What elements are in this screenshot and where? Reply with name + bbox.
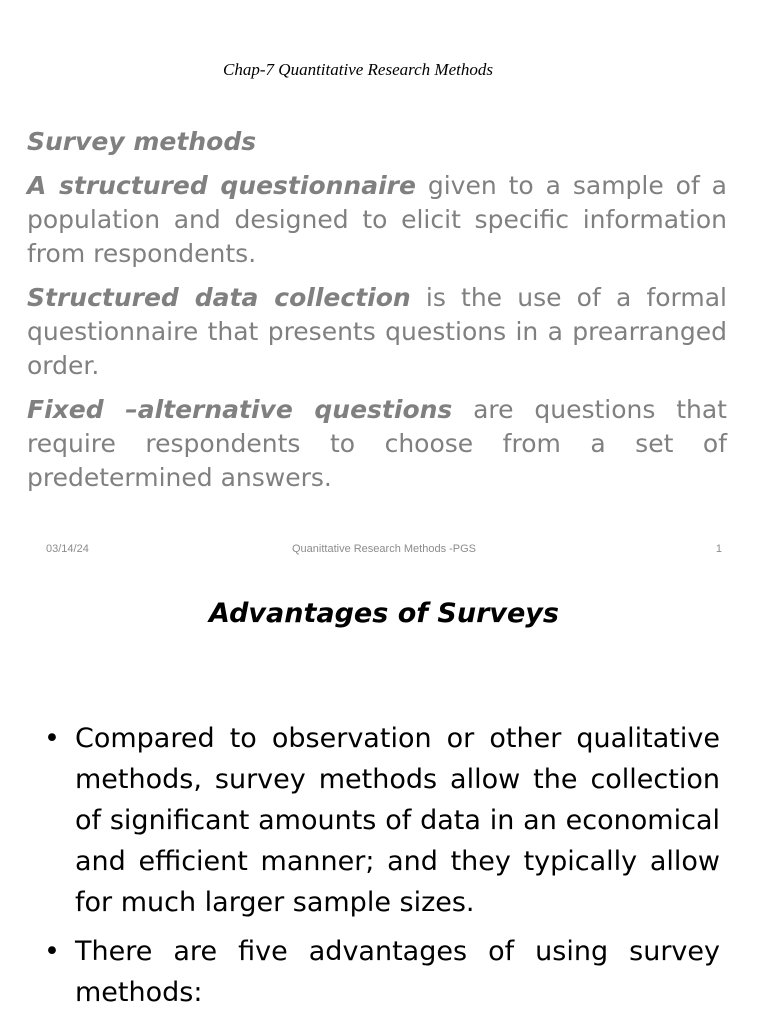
definition-structured-data-collection: is the use of a formal questionnaire that presents questions in a prearranged order. <box>27 283 727 380</box>
bullet-text: Compared to observation or other qualitative methods, survey methods allow the collection of significant amounts of data in an economical and efficient manner; and they typically allow for much larger sample sizes. <box>75 723 720 918</box>
term-fixed-alternative-questions: Fixed –alternative questions <box>27 395 453 424</box>
slide-survey-methods <box>27 125 727 505</box>
term-structured-questionnaire: A structured questionnaire <box>27 171 416 200</box>
list-item <box>40 718 720 923</box>
term-structured-data-collection: Structured data collection <box>27 283 411 312</box>
footer-page-number: 1 <box>715 543 722 555</box>
definition-fixed-alternative-questions: are questions that require respondents to choose from a set of predetermined answers. <box>27 395 727 492</box>
paragraph-structured-data-collection <box>27 281 727 383</box>
definition-structured-questionnaire: given to a sample of a population and designed to elicit specific information from respondents. <box>27 171 727 268</box>
section-heading: Survey methods <box>27 127 257 156</box>
bullet-text: There are five advantages of using survey methods: <box>75 936 720 1008</box>
bullet-dot-icon: • <box>44 936 60 967</box>
document-header-title: Chap-7 Quantitative Research Methods <box>223 60 493 79</box>
paragraph-structured-questionnaire <box>27 169 727 271</box>
paragraph-fixed-alternative-questions <box>27 393 727 495</box>
slide-title-advantages: Advantages of Surveys <box>209 598 559 629</box>
list-item <box>40 931 720 1013</box>
footer-date: 03/14/24 <box>46 543 89 555</box>
advantages-bullet-list <box>40 718 720 1021</box>
bullet-dot-icon: • <box>44 723 60 754</box>
footer-title: Quanittative Research Methods -PGS <box>291 543 477 555</box>
